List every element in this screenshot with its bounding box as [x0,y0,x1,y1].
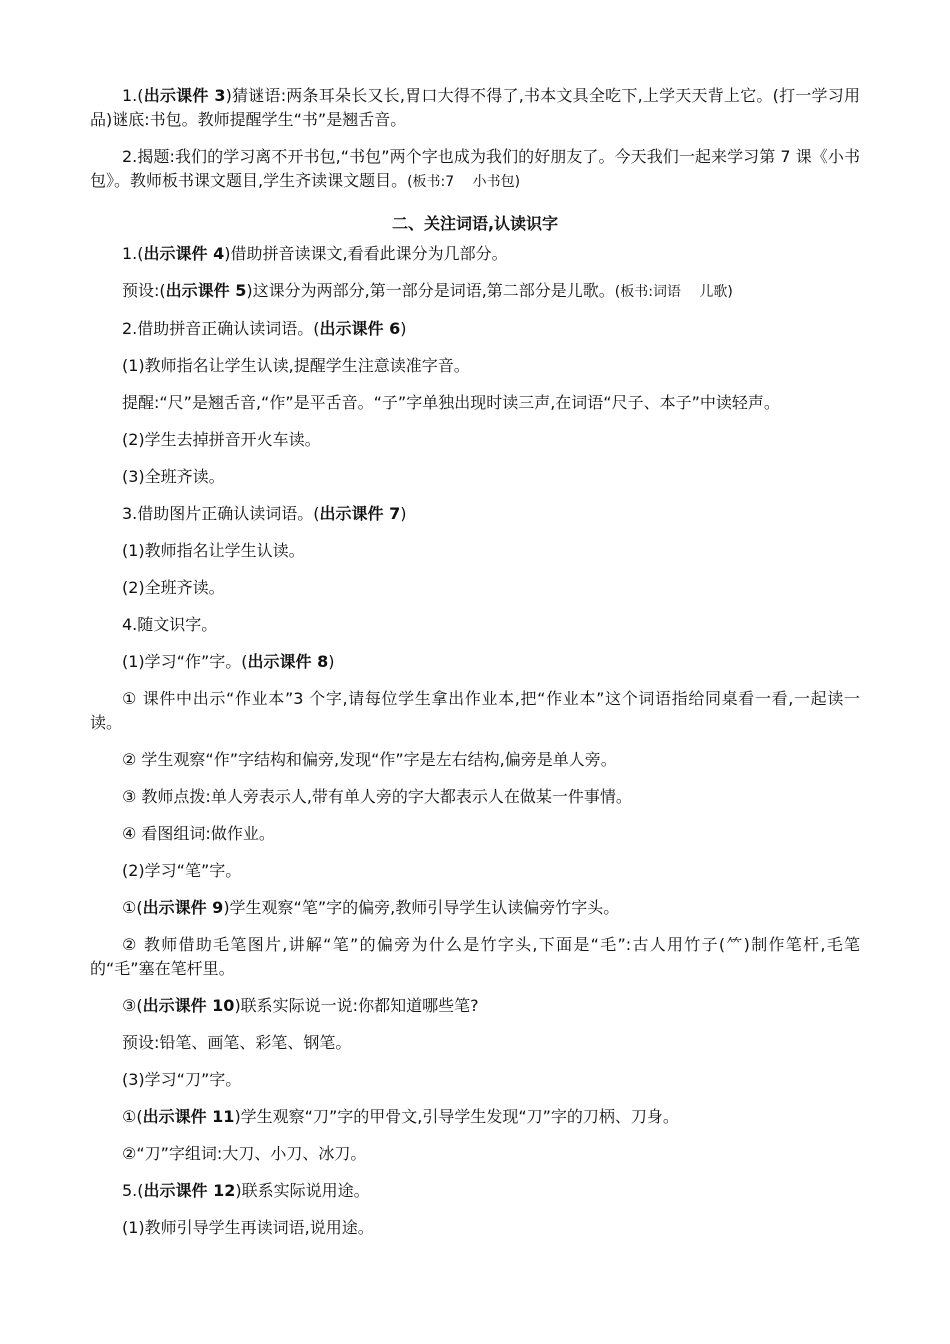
courseware-ref: 出示课件 10 [142,996,235,1015]
paragraph: (3)全班齐读。 [122,467,225,486]
paragraph: (2)学习“笔”字。 [122,861,242,880]
paragraph [90,242,860,266]
text: 5.( [122,1181,144,1200]
text: )联系实际说一说:你都知道哪些笔? [234,996,479,1015]
paragraph: (2)全班齐读。 [122,578,225,597]
text: 2.借助拼音正确认读词语。( [122,319,320,338]
text: ③( [122,996,143,1015]
text: )学生观察“刀”字的甲骨文,引导学生发现“刀”字的刀柄、刀身。 [234,1107,679,1126]
courseware-ref: 出示课件 3 [143,86,226,105]
paragraph [90,896,860,920]
courseware-ref: 出示课件 4 [143,244,225,263]
paragraph: ④ 看图组词:做作业。 [122,824,275,843]
paragraph [90,650,860,674]
paragraph [90,994,860,1018]
paragraph: (1)教师指名让学生认读。 [122,541,305,560]
text: 1.( [122,86,144,105]
text: ①( [122,1107,143,1126]
text: (1)学习“作”字。( [122,652,248,671]
text: ) [328,652,335,671]
text: )借助拼音读课文,看看此课分为几部分。 [224,244,508,263]
paragraph [90,279,860,304]
text: ) [400,504,407,523]
courseware-ref: 出示课件 11 [142,1107,235,1126]
board-note: (板书:词语 儿歌) [614,284,733,300]
text: )猜谜语:两条耳朵长又长,胃口大得不得了,书本文具全吃下,上学天天背上它。(打一学习用品)谜底:书包。教师提醒学生“书”是翘舌音。 [90,86,860,129]
paragraph [90,1179,860,1203]
document-page [90,84,860,1253]
paragraph [90,502,860,526]
paragraph: (1)教师指名让学生认读,提醒学生注意读准字音。 [122,356,470,375]
paragraph: ③ 教师点拨:单人旁表示人,带有单人旁的字大都表示人在做某一件事情。 [122,787,632,806]
paragraph [90,317,860,341]
paragraph: 4.随文识字。 [122,615,218,634]
courseware-ref: 出示课件 12 [143,1181,236,1200]
section-heading: 二、关注词语,认读识字 [391,214,559,233]
paragraph [90,1105,860,1129]
paragraph-riddle [90,84,860,132]
text: )联系实际说用途。 [235,1181,370,1200]
board-note: (板书:7 小书包) [407,174,521,190]
paragraph: (3)学习“刀”字。 [122,1070,242,1089]
text: )学生观察“笔”字的偏旁,教师引导学生认读偏旁竹字头。 [223,898,620,917]
paragraph: (2)学生去掉拼音开火车读。 [122,430,321,449]
text: ) [400,319,407,338]
text: )这课分为两部分,第一部分是词语,第二部分是儿歌。 [246,281,615,300]
paragraph: 提醒:“尺”是翘舌音,“作”是平舌音。“子”字单独出现时读三声,在词语“尺子、本子”中读轻声。 [122,393,780,412]
courseware-ref: 出示课件 9 [142,898,224,917]
text: ①( [122,898,143,917]
text: 3.借助图片正确认读词语。( [122,504,320,523]
paragraph: ② 教师借助毛笔图片,讲解“笔”的偏旁为什么是竹字头,下面是“毛”:古人用竹子(⺮)制作笔杆,毛笔的“毛”塞在笔杆里。 [90,935,860,978]
courseware-ref: 出示课件 7 [319,504,401,523]
text: 预设:( [122,281,166,300]
paragraph: ②“刀”字组词:大刀、小刀、冰刀。 [122,1144,367,1163]
paragraph: ② 学生观察“作”字结构和偏旁,发现“作”字是左右结构,偏旁是单人旁。 [122,750,617,769]
paragraph-reveal-title [90,145,860,194]
paragraph: ① 课件中出示“作业本”3 个字,请每位学生拿出作业本,把“作业本”这个词语指给同桌看一看,一起读一读。 [90,689,860,732]
courseware-ref: 出示课件 8 [247,652,329,671]
text: 2.揭题:我们的学习离不开书包,“书包”两个字也成为我们的好朋友了。今天我们一起来学习第 7 课《小书包》。教师板书课文题目,学生齐读课文题目。 [90,147,860,190]
text: 1.( [122,244,144,263]
courseware-ref: 出示课件 6 [319,319,401,338]
paragraph: 预设:铅笔、画笔、彩笔、钢笔。 [122,1033,352,1052]
paragraph: (1)教师引导学生再读词语,说用途。 [122,1218,374,1237]
courseware-ref: 出示课件 5 [165,281,247,300]
